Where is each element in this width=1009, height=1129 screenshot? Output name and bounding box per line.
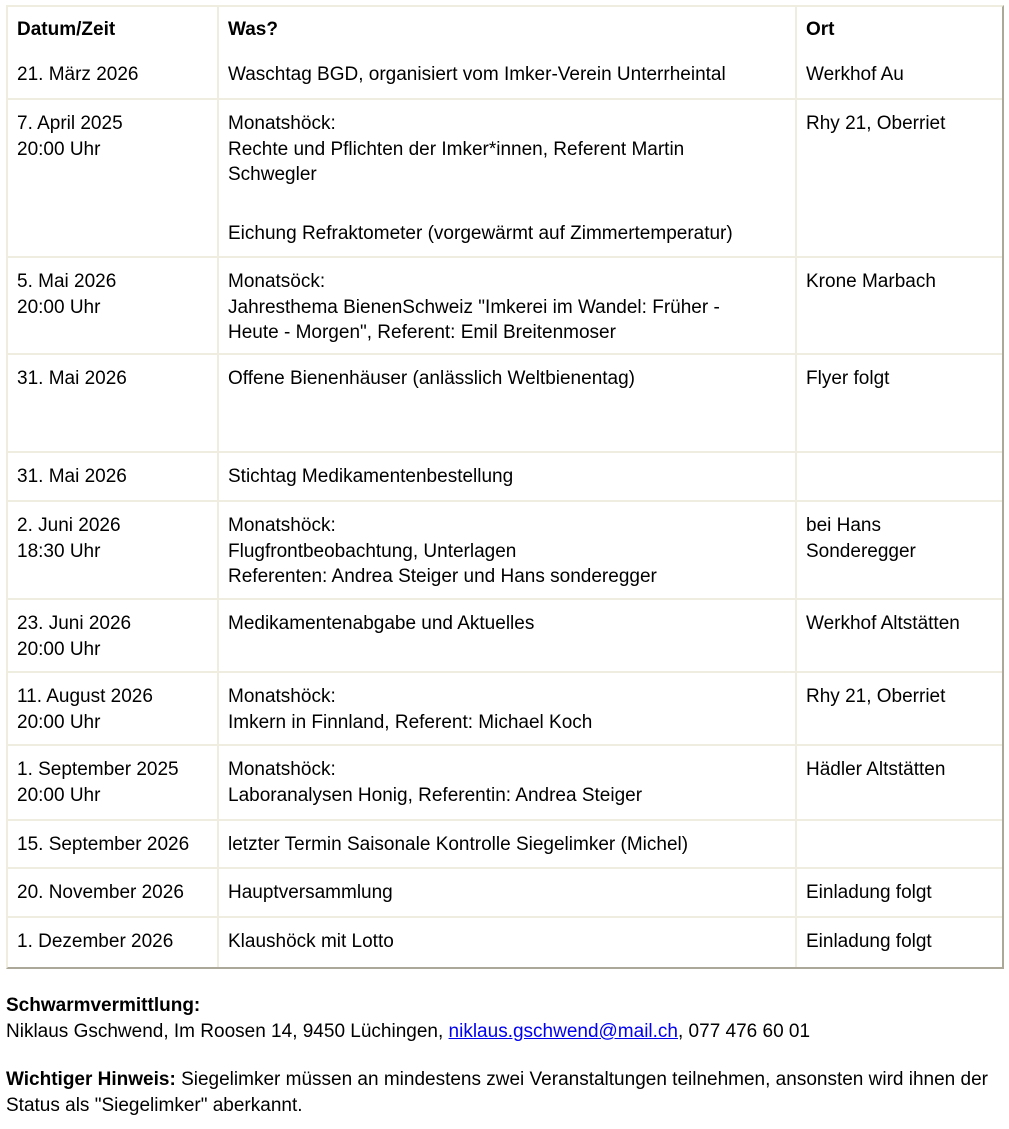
cell-what-line (228, 188, 786, 221)
cell-what-line: Laboranalysen Honig, Referentin: Andrea Steiger (228, 784, 643, 806)
cell-date (8, 918, 219, 967)
table-header-row (8, 7, 1002, 51)
table-row (8, 355, 1002, 453)
swarm-heading: Schwarmvermittlung: (6, 995, 201, 1016)
header-place: Ort (806, 19, 835, 40)
swarm-contact-address: Niklaus Gschwend, Im Roosen 14, 9450 Lüchingen, (6, 1021, 449, 1042)
cell-what (219, 502, 797, 600)
cell-date-line: 21. März 2026 (17, 64, 139, 85)
header-date: Datum/Zeit (8, 7, 219, 51)
table-row (8, 502, 1002, 600)
table-row (8, 821, 1002, 869)
cell-date-line: 20:00 Uhr (17, 711, 101, 733)
cell-place-line: Krone Marbach (806, 271, 936, 292)
cell-place-line: Werkhof Au (806, 64, 904, 85)
cell-place (797, 673, 1002, 746)
cell-what (219, 869, 797, 918)
cell-date-line: 11. August 2026 (17, 686, 153, 707)
cell-date (8, 600, 219, 673)
cell-what (219, 100, 797, 258)
table-row (8, 746, 1002, 821)
cell-place-line: Einladung folgt (806, 931, 932, 952)
cell-date-line: 15. September 2026 (17, 834, 190, 855)
cell-date-line: 1. Dezember 2026 (17, 931, 174, 952)
cell-date-line: 20:00 Uhr (17, 296, 101, 318)
cell-what-line: Monatshöck: (228, 686, 336, 707)
cell-what (219, 821, 797, 869)
cell-what-line: letzter Termin Saisonale Kontrolle Siegelimker (Michel) (228, 834, 689, 855)
cell-what-line: Monatsöck: (228, 271, 326, 292)
cell-date-line: 1. September 2025 (17, 759, 179, 780)
cell-place (797, 869, 1002, 918)
notice-text: Siegelimker müssen an mindestens zwei Veranstaltungen teilnehmen, ansonsten wird ihnen der Status als "Siegelimker" aberkannt. (6, 1069, 988, 1116)
cell-date (8, 258, 219, 355)
cell-place (797, 600, 1002, 673)
cell-what-line: Stichtag Medikamentenbestellung (228, 466, 514, 487)
cell-date-line: 18:30 Uhr (17, 540, 101, 562)
cell-place-line: bei Hans (806, 515, 881, 536)
events-table (6, 5, 1004, 969)
table-row (8, 51, 1002, 100)
events-body (8, 51, 1002, 967)
cell-place-line: Sonderegger (806, 540, 916, 562)
cell-what (219, 453, 797, 502)
cell-place (797, 821, 1002, 869)
swarm-section (6, 993, 1006, 1019)
cell-date (8, 453, 219, 502)
table-row (8, 453, 1002, 502)
cell-date (8, 355, 219, 453)
cell-date (8, 502, 219, 600)
cell-place-line: Rhy 21, Oberriet (806, 686, 946, 707)
table-row (8, 100, 1002, 258)
cell-place-line: Einladung folgt (806, 882, 932, 903)
cell-what-line: Offene Bienenhäuser (anlässlich Weltbienentag) (228, 368, 635, 389)
cell-date-line: 23. Juni 2026 (17, 613, 132, 634)
cell-place (797, 918, 1002, 967)
cell-what-line: Imkern in Finnland, Referent: Michael Koch (228, 711, 593, 733)
table-row (8, 918, 1002, 967)
cell-date-line: 20. November 2026 (17, 882, 184, 903)
cell-place-line: Werkhof Altstätten (806, 613, 960, 634)
cell-what-line: Flugfrontbeobachtung, Unterlagen (228, 540, 517, 562)
cell-place (797, 100, 1002, 258)
table-row (8, 258, 1002, 355)
cell-what (219, 673, 797, 746)
cell-date-line: 20:00 Uhr (17, 638, 101, 660)
cell-what-line: Schwegler (228, 164, 317, 185)
cell-date (8, 100, 219, 258)
cell-date-line: 2. Juni 2026 (17, 515, 121, 536)
cell-what-line: Monatshöck: (228, 113, 336, 134)
cell-date (8, 821, 219, 869)
spacer (6, 1045, 1006, 1067)
cell-date (8, 746, 219, 821)
cell-place (797, 453, 1002, 502)
cell-what (219, 918, 797, 967)
cell-date (8, 51, 219, 100)
notice-label: Wichtiger Hinweis: (6, 1069, 176, 1090)
cell-what (219, 600, 797, 673)
table-row (8, 600, 1002, 673)
cell-date-line: 20:00 Uhr (17, 138, 101, 160)
cell-place-line: Rhy 21, Oberriet (806, 113, 946, 134)
cell-what (219, 51, 797, 100)
cell-date-line: 7. April 2025 (17, 113, 123, 134)
cell-place (797, 502, 1002, 600)
cell-date (8, 673, 219, 746)
cell-what-line: Referenten: Andrea Steiger und Hans sonderegger (228, 566, 657, 587)
swarm-email-link[interactable]: niklaus.gschwend@mail.ch (448, 1021, 678, 1042)
cell-place (797, 746, 1002, 821)
swarm-contact (6, 1019, 1006, 1045)
cell-date-line: 31. Mai 2026 (17, 466, 127, 487)
cell-what-line: Monatshöck: (228, 515, 336, 536)
cell-what (219, 355, 797, 453)
cell-place (797, 355, 1002, 453)
cell-what-line: Jahresthema BienenSchweiz "Imkerei im Wandel: Früher - (228, 296, 720, 318)
cell-place-line: Hädler Altstätten (806, 759, 946, 780)
important-notice (6, 1067, 1006, 1119)
cell-date (8, 869, 219, 918)
cell-place (797, 51, 1002, 100)
table-row (8, 673, 1002, 746)
cell-place (797, 258, 1002, 355)
cell-date-line: 31. Mai 2026 (17, 368, 127, 389)
cell-date-line: 20:00 Uhr (17, 784, 101, 806)
cell-what (219, 258, 797, 355)
cell-what-line: Eichung Refraktometer (vorgewärmt auf Zimmertemperatur) (228, 222, 733, 244)
table-row (8, 869, 1002, 918)
cell-what-line: Rechte und Pflichten der Imker*innen, Referent Martin (228, 138, 685, 160)
cell-what-line: Heute - Morgen", Referent: Emil Breitenmoser (228, 322, 616, 343)
cell-place-line (806, 464, 993, 497)
cell-what-line: Hauptversammlung (228, 882, 393, 903)
cell-place-line: Flyer folgt (806, 368, 890, 389)
swarm-contact-phone: , 077 476 60 01 (678, 1021, 811, 1042)
header-what: Was? (219, 7, 797, 51)
cell-what-line: Waschtag BGD, organisiert vom Imker-Verein Unterrheintal (228, 64, 726, 85)
cell-what-line: Klaushöck mit Lotto (228, 931, 394, 952)
cell-what (219, 746, 797, 821)
footer-notes (6, 993, 1006, 1119)
cell-date-line: 5. Mai 2026 (17, 271, 117, 292)
cell-place-line (806, 832, 993, 865)
cell-what-line: Medikamentenabgabe und Aktuelles (228, 613, 535, 634)
cell-what-line: Monatshöck: (228, 759, 336, 780)
